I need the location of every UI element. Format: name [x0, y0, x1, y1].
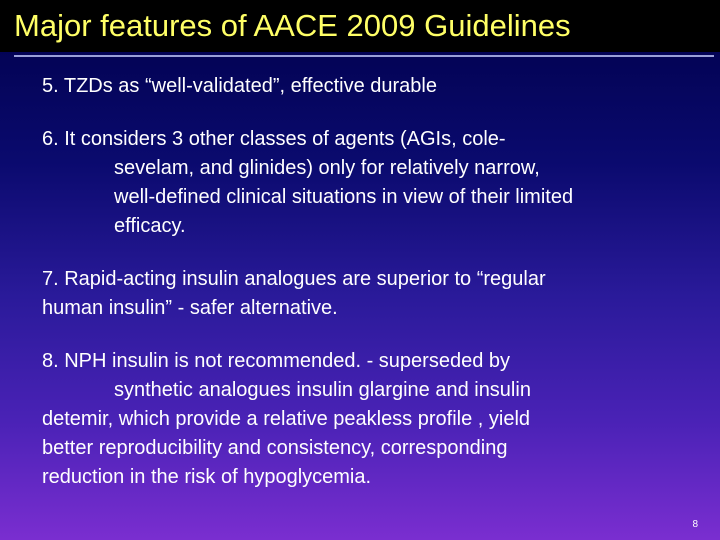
item-6-line-4: efficacy. — [114, 215, 186, 237]
title-underline — [14, 55, 714, 57]
item-8-line-3: detemir, which provide a relative peakless profile , yield — [42, 408, 531, 430]
page-number: 8 — [692, 519, 698, 530]
slide-content — [42, 72, 682, 492]
slide-title: Major features of AACE 2009 Guidelines — [14, 8, 571, 43]
item-6-line-3: well-defined clinical situations in view of their limited — [114, 186, 574, 208]
title-bar — [0, 0, 720, 52]
item-6-line-1: 6. It considers 3 other classes of agents (AGIs, cole- — [42, 128, 506, 150]
item-7-line-2: human insulin” - safer alternative. — [42, 297, 338, 319]
spacer — [42, 241, 682, 265]
item-8-line-1: 8. NPH insulin is not recommended. - superseded by — [42, 350, 511, 372]
list-item — [42, 72, 682, 101]
item-6-line-2: sevelam, and glinides) only for relatively narrow, — [114, 157, 540, 179]
list-item — [42, 347, 682, 492]
spacer — [42, 323, 682, 347]
item-8-line-2: synthetic analogues insulin glargine and insulin — [114, 379, 531, 401]
item-7-line-1: 7. Rapid-acting insulin analogues are superior to “regular — [42, 268, 546, 290]
list-item — [42, 125, 682, 241]
spacer — [42, 101, 682, 125]
item-5-line-1: 5. TZDs as “well-validated”, effective durable — [42, 75, 437, 97]
item-8-line-4: better reproducibility and consistency, corresponding — [42, 437, 508, 459]
item-8-line-5: reduction in the risk of hypoglycemia. — [42, 466, 372, 488]
list-item — [42, 265, 682, 323]
